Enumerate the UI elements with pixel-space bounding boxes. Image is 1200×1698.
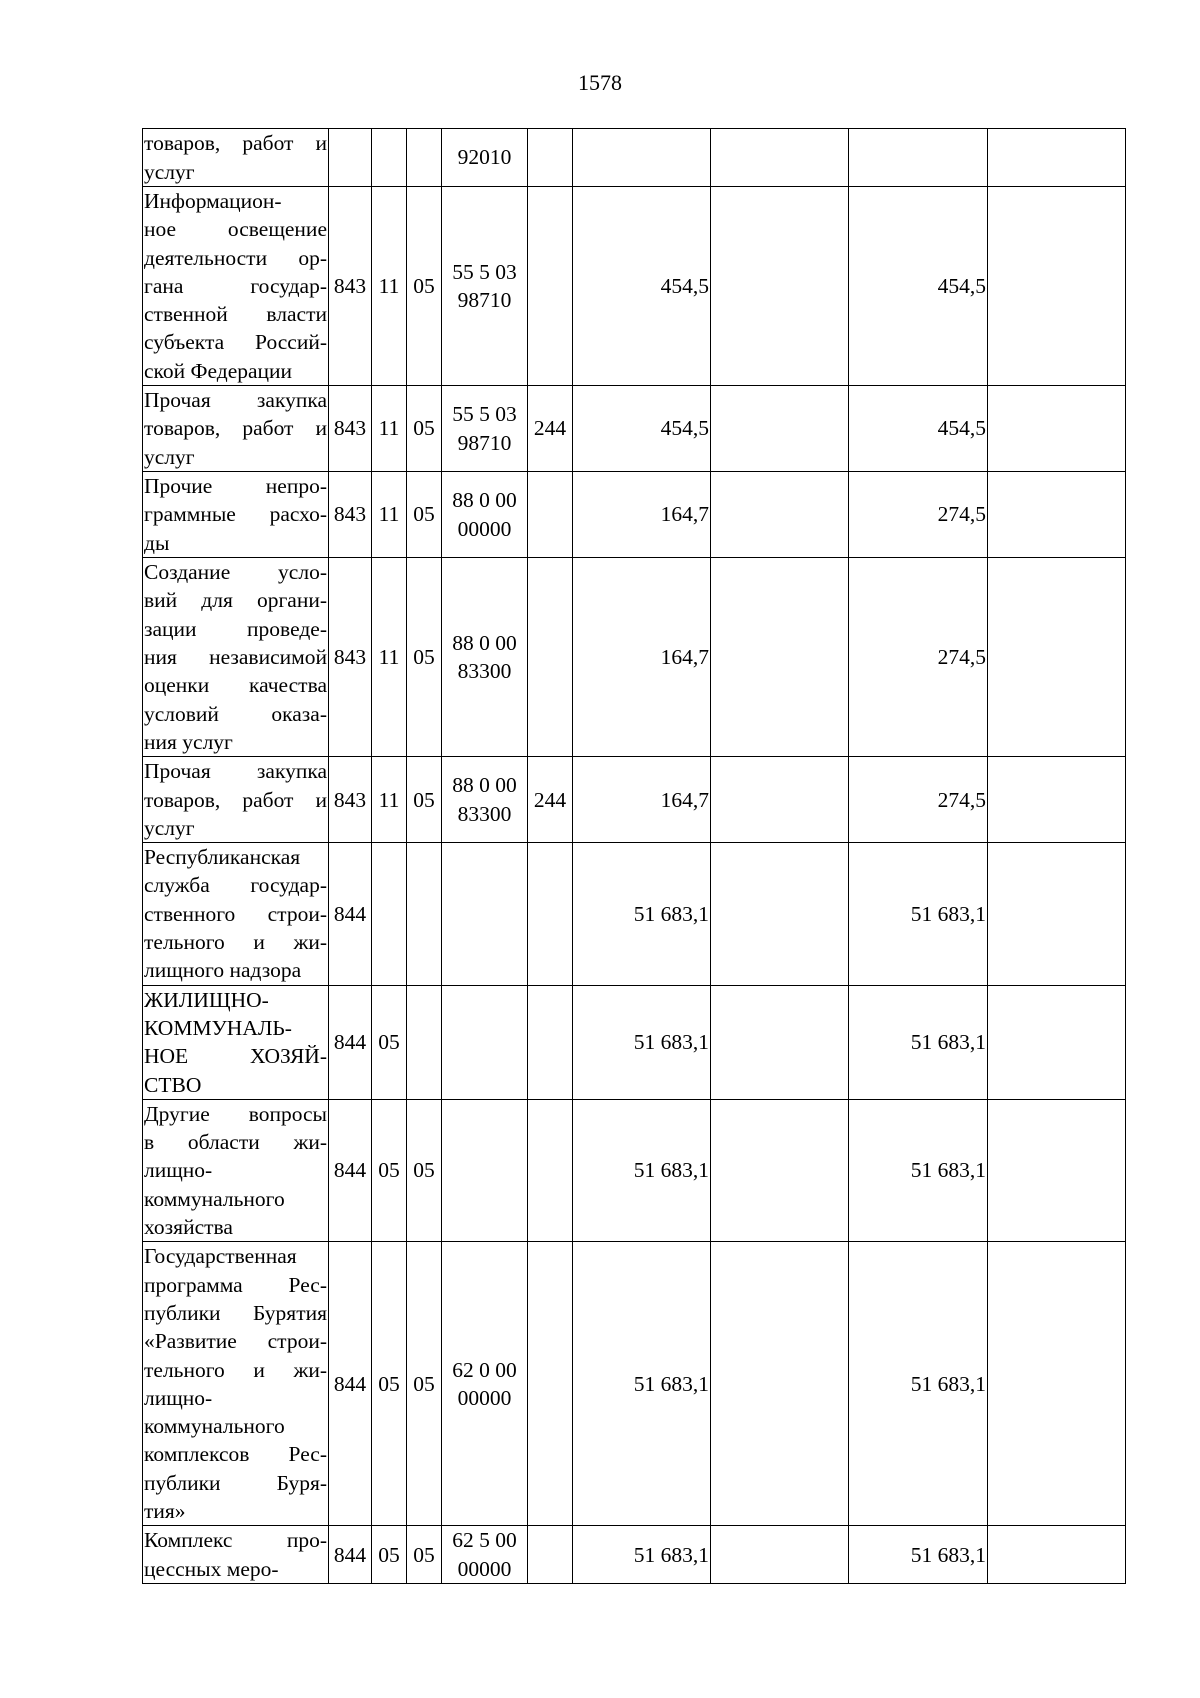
- table-row: [143, 1099, 1126, 1241]
- expense-name-line: Прочая закупка: [144, 759, 327, 784]
- section-code-cell: 05: [372, 985, 407, 1099]
- amount-cell-2: [711, 1099, 849, 1241]
- section-code-cell: 11: [372, 558, 407, 757]
- amount-cell-3: 51 683,1: [849, 1526, 988, 1584]
- amount-cell-3: [849, 129, 988, 187]
- expense-name-line: публики Буря-: [144, 1470, 327, 1495]
- target-article-cell: [442, 1526, 528, 1584]
- expense-name-line: Прочие непро-: [144, 474, 327, 499]
- expense-name-cell: [143, 472, 329, 558]
- expense-type-cell: [528, 843, 573, 985]
- expense-name-line: субъекта Россий-: [144, 330, 327, 355]
- table-row: [143, 1242, 1126, 1526]
- section-code-cell: 11: [372, 757, 407, 843]
- target-article-cell: [442, 757, 528, 843]
- subsection-code-cell: 05: [407, 558, 442, 757]
- target-article-line: 62 5 00: [452, 1528, 517, 1553]
- expense-name-line: НОЕ ХОЗЯЙ-: [144, 1044, 327, 1069]
- subsection-code-cell: 05: [407, 1242, 442, 1526]
- expense-name-line: публики Бурятия: [144, 1300, 327, 1325]
- amount-cell-2: [711, 843, 849, 985]
- amount-cell-3: 51 683,1: [849, 1242, 988, 1526]
- target-article-line: 00000: [457, 1385, 512, 1410]
- amount-cell-3: 274,5: [849, 472, 988, 558]
- section-code-cell: 05: [372, 1242, 407, 1526]
- expense-name-line: служба государ-: [144, 873, 327, 898]
- expense-name-line: программа Рес-: [144, 1272, 327, 1297]
- target-article-line: 55 5 03: [452, 259, 517, 284]
- expense-name-cell: [143, 985, 329, 1099]
- expense-type-cell: [528, 558, 573, 757]
- amount-cell-4: [988, 1526, 1126, 1584]
- table-row: [143, 843, 1126, 985]
- amount-cell-2: [711, 757, 849, 843]
- expense-name-line: ния услуг: [144, 729, 233, 754]
- subsection-code-cell: [407, 843, 442, 985]
- amount-cell-4: [988, 558, 1126, 757]
- expense-type-cell: [528, 1242, 573, 1526]
- expense-type-cell: [528, 472, 573, 558]
- amount-cell-1: 51 683,1: [573, 985, 711, 1099]
- amount-cell-1: 51 683,1: [573, 1099, 711, 1241]
- section-code-cell: 11: [372, 472, 407, 558]
- amount-cell-2: [711, 1526, 849, 1584]
- expense-name-line: услуг: [144, 159, 195, 184]
- amount-cell-3: 51 683,1: [849, 1099, 988, 1241]
- target-article-line: 92010: [457, 145, 512, 170]
- amount-cell-3: 454,5: [849, 386, 988, 472]
- expense-name-line: Государственная: [144, 1244, 297, 1269]
- expense-name-line: Прочая закупка: [144, 388, 327, 413]
- ministry-code-cell: 843: [329, 386, 372, 472]
- expense-type-cell: [528, 129, 573, 187]
- expense-name-line: ды: [144, 530, 170, 555]
- expense-type-cell: [528, 1526, 573, 1584]
- amount-cell-1: 164,7: [573, 472, 711, 558]
- amount-cell-3: 51 683,1: [849, 843, 988, 985]
- expense-name-line: ственного строи-: [144, 901, 327, 926]
- expense-name-line: ния независимой: [144, 644, 327, 669]
- ministry-code-cell: 844: [329, 843, 372, 985]
- expense-name-line: товаров, работ и: [144, 131, 327, 156]
- amount-cell-2: [711, 129, 849, 187]
- target-article-line: 00000: [457, 516, 512, 541]
- amount-cell-1: 454,5: [573, 386, 711, 472]
- table-row: [143, 187, 1126, 386]
- expense-type-cell: [528, 985, 573, 1099]
- target-article-line: 88 0 00: [452, 773, 517, 798]
- expense-name-line: услуг: [144, 444, 195, 469]
- amount-cell-3: 274,5: [849, 757, 988, 843]
- amount-cell-1: [573, 129, 711, 187]
- target-article-cell: [442, 843, 528, 985]
- expense-name-line: ное освещение: [144, 217, 327, 242]
- amount-cell-2: [711, 187, 849, 386]
- page-number: 1578: [578, 70, 622, 95]
- amount-cell-3: 454,5: [849, 187, 988, 386]
- target-article-cell: [442, 386, 528, 472]
- expense-name-cell: [143, 558, 329, 757]
- table-row: [143, 757, 1126, 843]
- expense-name-line: Создание усло-: [144, 560, 327, 585]
- expense-name-line: товаров, работ и: [144, 416, 327, 441]
- expense-name-line: ской Федерации: [144, 358, 293, 383]
- table-row: [143, 386, 1126, 472]
- table-row: [143, 558, 1126, 757]
- table-row: [143, 472, 1126, 558]
- expense-name-line: ственной власти: [144, 302, 327, 327]
- ministry-code-cell: 844: [329, 985, 372, 1099]
- target-article-line: 55 5 03: [452, 402, 517, 427]
- expense-type-cell: 244: [528, 757, 573, 843]
- subsection-code-cell: 05: [407, 472, 442, 558]
- subsection-code-cell: [407, 129, 442, 187]
- expense-name-cell: [143, 843, 329, 985]
- target-article-line: 88 0 00: [452, 630, 517, 655]
- expense-name-line: лищно-: [144, 1158, 213, 1183]
- expense-name-line: комплексов Рес-: [144, 1442, 327, 1467]
- section-code-cell: [372, 129, 407, 187]
- expense-name-line: коммунального: [144, 1414, 285, 1439]
- amount-cell-1: 164,7: [573, 558, 711, 757]
- section-code-cell: [372, 843, 407, 985]
- subsection-code-cell: 05: [407, 386, 442, 472]
- amount-cell-3: 51 683,1: [849, 985, 988, 1099]
- target-article-cell: [442, 1099, 528, 1241]
- amount-cell-4: [988, 187, 1126, 386]
- target-article-cell: [442, 129, 528, 187]
- expense-name-line: в области жи-: [144, 1130, 327, 1155]
- expense-name-line: условий оказа-: [144, 701, 327, 726]
- table-row: [143, 129, 1126, 187]
- ministry-code-cell: 843: [329, 558, 372, 757]
- ministry-code-cell: 843: [329, 757, 372, 843]
- expense-name-line: Информацион-: [144, 189, 282, 213]
- expense-type-cell: [528, 1099, 573, 1241]
- subsection-code-cell: 05: [407, 187, 442, 386]
- expense-name-line: СТВО: [144, 1072, 202, 1097]
- expense-type-cell: [528, 187, 573, 386]
- ministry-code-cell: 844: [329, 1099, 372, 1241]
- amount-cell-1: 51 683,1: [573, 1242, 711, 1526]
- target-article-line: 98710: [457, 430, 512, 455]
- amount-cell-2: [711, 386, 849, 472]
- expense-name-line: товаров, работ и: [144, 787, 327, 812]
- amount-cell-4: [988, 129, 1126, 187]
- expense-name-cell: [143, 757, 329, 843]
- expense-type-cell: 244: [528, 386, 573, 472]
- ministry-code-cell: 843: [329, 472, 372, 558]
- amount-cell-4: [988, 843, 1126, 985]
- amount-cell-2: [711, 472, 849, 558]
- expense-name-cell: [143, 129, 329, 187]
- amount-cell-2: [711, 985, 849, 1099]
- amount-cell-3: 274,5: [849, 558, 988, 757]
- amount-cell-1: 164,7: [573, 757, 711, 843]
- target-article-line: 83300: [457, 801, 512, 826]
- expense-name-line: лищного надзора: [144, 958, 302, 983]
- expense-name-line: услуг: [144, 815, 195, 840]
- expense-name-cell: [143, 187, 329, 386]
- subsection-code-cell: 05: [407, 1526, 442, 1584]
- expense-name-cell: [143, 1099, 329, 1241]
- expense-name-line: зации проведе-: [144, 616, 327, 641]
- target-article-line: 88 0 00: [452, 488, 517, 513]
- expense-name-line: «Развитие строи-: [144, 1329, 327, 1354]
- amount-cell-4: [988, 757, 1126, 843]
- amount-cell-2: [711, 558, 849, 757]
- amount-cell-4: [988, 1242, 1126, 1526]
- expense-name-cell: [143, 1242, 329, 1526]
- amount-cell-1: 51 683,1: [573, 843, 711, 985]
- table-row: [143, 985, 1126, 1099]
- subsection-code-cell: [407, 985, 442, 1099]
- expense-name-line: лищно-: [144, 1385, 213, 1410]
- target-article-line: 83300: [457, 659, 512, 684]
- target-article-cell: [442, 472, 528, 558]
- expense-name-line: тия»: [144, 1498, 186, 1523]
- ministry-code-cell: [329, 129, 372, 187]
- ministry-code-cell: 844: [329, 1526, 372, 1584]
- expense-name-line: цессных меро-: [144, 1556, 279, 1581]
- section-code-cell: 05: [372, 1526, 407, 1584]
- expense-name-line: хозяйства: [144, 1215, 233, 1240]
- ministry-code-cell: 843: [329, 187, 372, 386]
- table-row: [143, 1526, 1126, 1584]
- subsection-code-cell: 05: [407, 757, 442, 843]
- expense-name-line: КОММУНАЛЬ-: [144, 1015, 292, 1040]
- expense-name-line: тельного и жи-: [144, 930, 327, 955]
- amount-cell-2: [711, 1242, 849, 1526]
- expense-name-cell: [143, 386, 329, 472]
- amount-cell-4: [988, 985, 1126, 1099]
- budget-table: [142, 128, 1126, 1584]
- target-article-line: 98710: [457, 288, 512, 313]
- target-article-cell: [442, 1242, 528, 1526]
- amount-cell-1: 51 683,1: [573, 1526, 711, 1584]
- subsection-code-cell: 05: [407, 1099, 442, 1241]
- expense-name-line: Другие вопросы: [144, 1101, 327, 1126]
- expense-name-line: тельного и жи-: [144, 1357, 327, 1382]
- expense-name-line: граммные расхо-: [144, 502, 327, 527]
- expense-name-line: оценки качества: [144, 673, 327, 698]
- amount-cell-1: 454,5: [573, 187, 711, 386]
- amount-cell-4: [988, 472, 1126, 558]
- table-body: [143, 129, 1126, 1584]
- target-article-line: 62 0 00: [452, 1357, 517, 1382]
- expense-name-cell: [143, 1526, 329, 1584]
- expense-name-line: коммунального: [144, 1186, 285, 1211]
- section-code-cell: 11: [372, 187, 407, 386]
- section-code-cell: 05: [372, 1099, 407, 1241]
- amount-cell-4: [988, 386, 1126, 472]
- expense-name-line: ЖИЛИЩНО-: [144, 987, 269, 1012]
- expense-name-line: вий для органи-: [144, 588, 327, 613]
- target-article-cell: [442, 187, 528, 386]
- target-article-cell: [442, 558, 528, 757]
- expense-name-line: гана государ-: [144, 273, 327, 298]
- target-article-cell: [442, 985, 528, 1099]
- target-article-line: 00000: [457, 1556, 512, 1581]
- amount-cell-4: [988, 1099, 1126, 1241]
- section-code-cell: 11: [372, 386, 407, 472]
- expense-name-line: Комплекс про-: [144, 1528, 327, 1553]
- expense-name-line: деятельности ор-: [144, 245, 327, 270]
- ministry-code-cell: 844: [329, 1242, 372, 1526]
- expense-name-line: Республиканская: [144, 845, 301, 870]
